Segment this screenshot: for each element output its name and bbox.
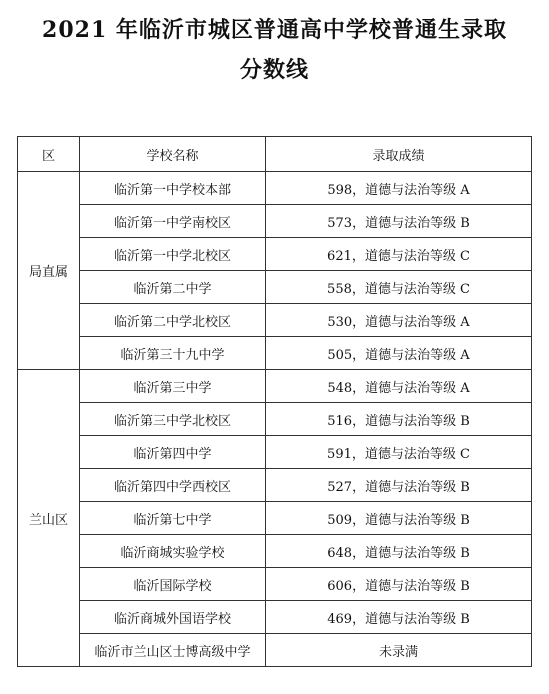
score-cell: 598，道德与法治等级 A (266, 172, 532, 205)
header-school-name: 学校名称 (80, 137, 266, 172)
score-cell: 548，道德与法治等级 A (266, 370, 532, 403)
page-title-continued: 分数线 (239, 57, 309, 83)
table-row (18, 172, 532, 205)
district-cell: 局直属 (18, 172, 80, 370)
school-name-cell: 临沂第七中学 (80, 502, 266, 535)
table-row (18, 403, 532, 436)
table-row (18, 601, 532, 634)
table-row (18, 304, 532, 337)
score-cell: 509，道德与法治等级 B (266, 502, 532, 535)
school-name-cell: 临沂国际学校 (80, 568, 266, 601)
school-name-cell: 临沂第一中学南校区 (80, 205, 266, 238)
district-cell: 兰山区 (18, 370, 80, 667)
school-name-cell: 临沂第二中学北校区 (80, 304, 266, 337)
school-name-cell: 临沂第三中学北校区 (80, 403, 266, 436)
table-row (18, 436, 532, 469)
table-row (18, 469, 532, 502)
score-cell: 573，道德与法治等级 B (266, 205, 532, 238)
school-name-cell: 临沂市兰山区士博高级中学 (80, 634, 266, 667)
school-name-cell: 临沂商城外国语学校 (80, 601, 266, 634)
score-cell: 527，道德与法治等级 B (266, 469, 532, 502)
school-name-cell: 临沂第三十九中学 (80, 337, 266, 370)
score-cell: 530，道德与法治等级 A (266, 304, 532, 337)
school-name-cell: 临沂第二中学 (80, 271, 266, 304)
score-cell: 469，道德与法治等级 B (266, 601, 532, 634)
table-row (18, 634, 532, 667)
header-admission-score: 录取成绩 (266, 137, 532, 172)
school-name-cell: 临沂第四中学西校区 (80, 469, 266, 502)
admission-score-table (17, 136, 532, 667)
table-row (18, 370, 532, 403)
score-cell: 未录满 (266, 634, 532, 667)
school-name-cell: 临沂第一中学北校区 (80, 238, 266, 271)
table-row (18, 535, 532, 568)
table-row (18, 238, 532, 271)
table-row (18, 502, 532, 535)
school-name-cell: 临沂第四中学 (80, 436, 266, 469)
score-cell: 505，道德与法治等级 A (266, 337, 532, 370)
score-cell: 648，道德与法治等级 B (266, 535, 532, 568)
score-cell: 591，道德与法治等级 C (266, 436, 532, 469)
table-header-row (18, 137, 532, 172)
table-row (18, 205, 532, 238)
table-row (18, 271, 532, 304)
table-body (18, 172, 532, 667)
school-name-cell: 临沂第三中学 (80, 370, 266, 403)
score-cell: 558，道德与法治等级 C (266, 271, 532, 304)
score-cell: 516，道德与法治等级 B (266, 403, 532, 436)
table-row (18, 337, 532, 370)
score-cell: 621，道德与法治等级 C (266, 238, 532, 271)
header-district: 区 (18, 137, 80, 172)
school-name-cell: 临沂第一中学校本部 (80, 172, 266, 205)
score-cell: 606，道德与法治等级 B (266, 568, 532, 601)
school-name-cell: 临沂商城实验学校 (80, 535, 266, 568)
table-row (18, 568, 532, 601)
page-title: 2021 年临沂市城区普通高中学校普通生录取 (42, 17, 507, 43)
